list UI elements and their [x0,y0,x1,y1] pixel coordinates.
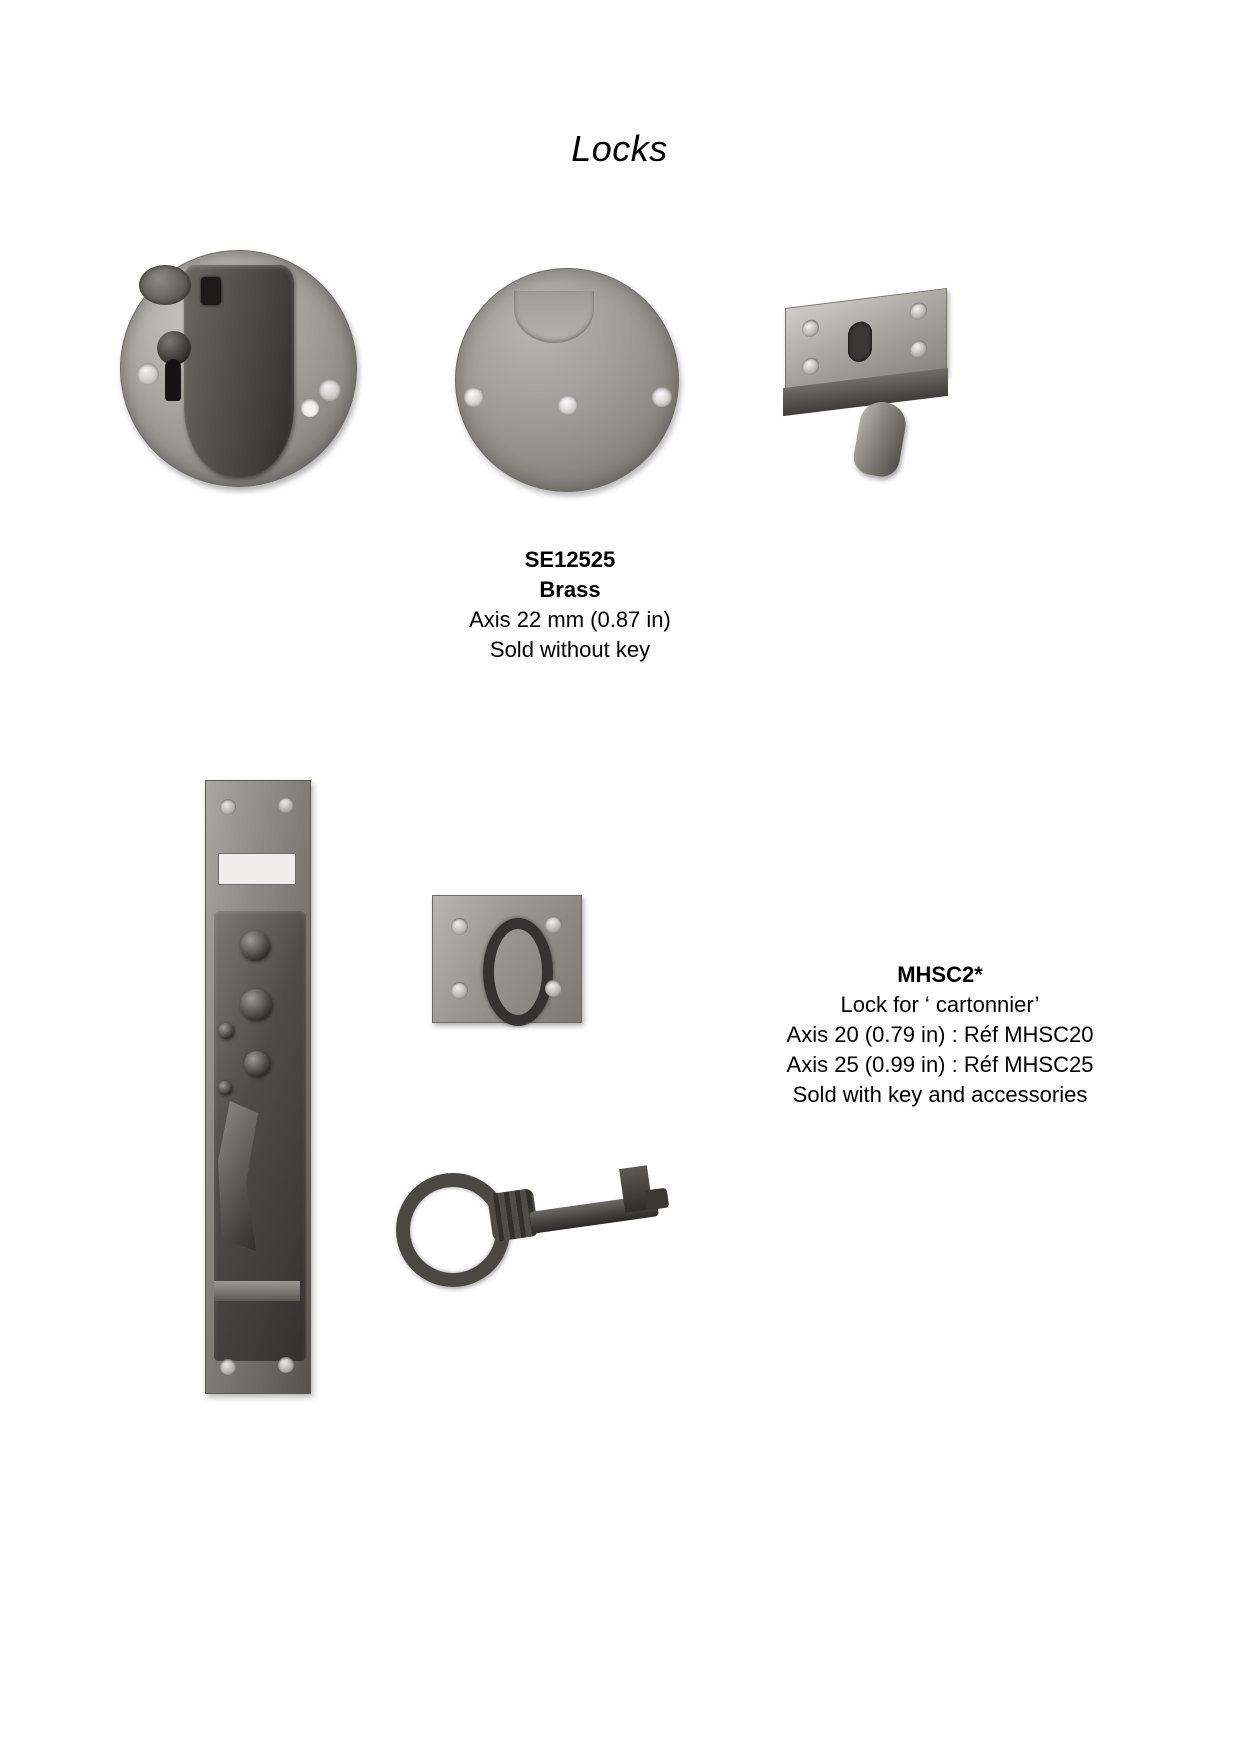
figure-square-keeper-plate [432,895,584,1027]
mechanism-rivet [218,1081,232,1095]
screw-hole [652,387,672,407]
screw-hole [910,340,927,359]
mechanism-rivet [240,931,270,961]
figure-round-lock-cover [455,268,685,498]
screw-hole [802,319,819,338]
page-title: Locks [571,128,668,169]
se-material: Brass [539,577,601,602]
screw-hole [137,363,159,385]
screw-hole [220,799,236,815]
round-lock-front-image [120,250,357,487]
screw-hole [278,797,294,813]
strike-bolt [851,399,909,480]
figure-long-lock-body [205,780,315,1400]
mhsc-description: Lock for ‘ cartonnier’ [840,992,1040,1017]
screw-hole [301,399,319,417]
screw-hole [319,379,341,401]
bolt-slot [201,277,221,305]
mhsc-reference: MHSC2* [897,962,983,987]
keyhole [165,359,181,401]
screw-hole [451,918,468,935]
screw-hole [464,387,484,407]
strike-slot [848,320,872,363]
mechanism-rivet [244,1051,270,1077]
mhsc-axis-20: Axis 20 (0.79 in) : Réf MHSC20 [786,1022,1094,1047]
screw-hole [451,982,468,999]
mechanism-rivet [240,989,272,1021]
bolt-window [218,853,296,885]
mechanism-rivet [218,1023,234,1039]
long-lock-body-image [205,780,311,1394]
key-tip [645,1188,670,1211]
figure-strike-bracket [775,290,975,510]
figure-lock-key [390,1155,680,1275]
screw-hole [910,302,927,321]
square-keeper-plate-image [432,895,582,1023]
cover-notch [514,291,594,343]
screw-hole [802,357,819,376]
mhsc-note: Sold with key and accessories [792,1082,1088,1107]
screw-hole [558,395,578,415]
screw-hole [278,1357,294,1373]
screw-hole [545,916,562,933]
se-note: Sold without key [489,637,651,662]
se-axis: Axis 22 mm (0.87 in) [469,607,671,632]
figure-round-lock-front [120,250,370,500]
caption-se12525 [370,545,770,665]
mhsc-axis-25: Axis 25 (0.99 in) : Réf MHSC25 [786,1052,1094,1077]
screw-hole [220,1359,236,1375]
round-lock-cover-image [455,268,679,492]
keeper-ring [483,918,553,1026]
se-reference: SE12525 [524,547,616,572]
lock-bolt-bar [214,1281,300,1301]
caption-mhsc2 [660,960,1220,1110]
maker-stamp [139,265,191,305]
screw-hole [545,980,562,997]
